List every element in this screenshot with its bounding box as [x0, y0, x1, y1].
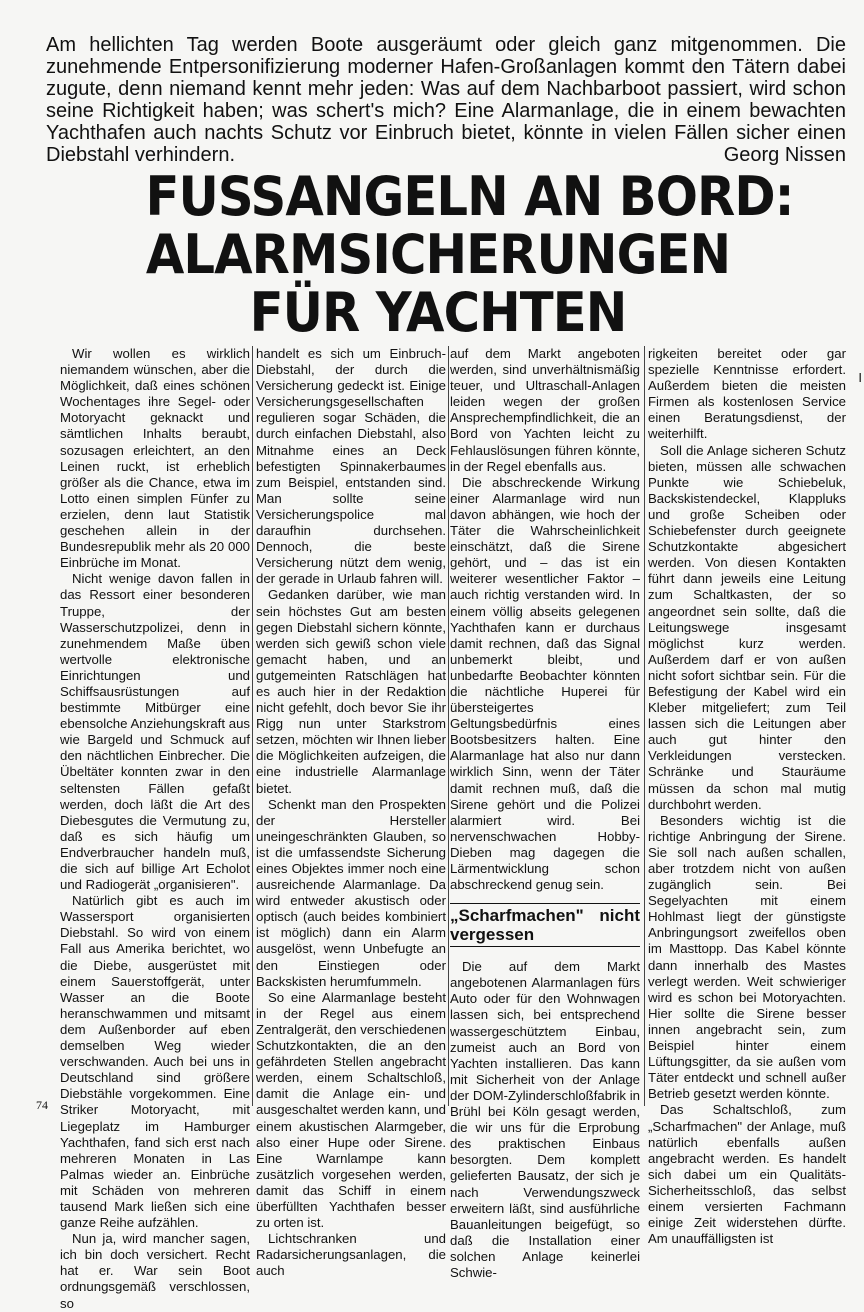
column-2 — [256, 346, 446, 1279]
paragraph: Lichtschranken und Radarsicherungsanlagen, die auch — [256, 1231, 446, 1279]
headline-line-1: FUSSANGELN AN BORD: — [145, 165, 794, 228]
article-columns — [60, 346, 860, 1311]
headline-line-2: ALARMSICHERUNGEN — [145, 223, 731, 286]
edge-marker: I — [858, 370, 862, 385]
paragraph: Das Schaltschloß, zum „Scharfmachen" der Anlage, muß natürlich ebenfalls außen angebracht werden. Es handelt sich dabei um ein Qualitäts-Sicherheitsschloß, das selbst einem versierten Fachmann einige Zeit widerstehen dürfte. Am unauffälligsten ist — [648, 1102, 846, 1247]
column-3 — [450, 346, 640, 1281]
column-divider — [252, 346, 253, 1106]
paragraph: handelt es sich um Einbruch-Diebstahl, der durch die Versicherung gedeckt ist. Einige Versicherungsgesellschaften regulieren sogar Schäden, die durch einfachen Diebstahl, also Mitnahme eines an Deck befestigten Spinnakerbaumes zum Beispiel, entstanden sind. Man sollte seine Versicherungspolice mal daraufhin durchsehen. Dennoch, die beste Versicherung nützt dem wenig, der gerade in Urlaub fahren will. — [256, 346, 446, 587]
paragraph: Besonders wichtig ist die richtige Anbringung der Sirene. Sie soll nach außen schallen, aber trotzdem nicht von außen zugänglich sein. Bei Segelyachten mit einem Hohlmast liegt der günstigste Anbringungsort zweifellos oben im Masttopp. Das Kabel könnte dann innerhalb des Mastes verlegt werden. Weit schwieriger wird es schon bei Motoryachten. Hier sollte die Sirene besser innen angebracht sein, zum Beispiel hinter einem Lüftungsgitter, da sie außen vom Täter entdeckt und schnell außer Betrieb gesetzt werden könnte. — [648, 812, 846, 1102]
paragraph: Soll die Anlage sicheren Schutz bieten, müssen alle schwachen Punkte wie Schiebeluk, Backskistendeckel, Klappluks und große Scheiben oder Schiebefenster durch geeignete Schutzkontakte abgesichert werden. Von diesen Kontakten führt dann jeweils eine Leitung zum Schaltkasten, der so angeordnet sein sollte, daß die Leitungswege insgesamt möglichst kurz werden. Außerdem darf er von außen nicht sofort sichtbar sein. Für die Befestigung der Kabel wird ein Kleber mitgeliefert; zum Teil lassen sich die Leitungen aber auch gut hinter den Verkleidungen verstecken. Schränke und Stauräume müssen da schon mal mutig durchbohrt werden. — [648, 442, 846, 812]
paragraph: Nicht wenige davon fallen in das Ressort einer besonderen Truppe, der Wasserschutzpolizei, denn in zunehmendem Maße üben wertvolle elektronische Einrichtungen und Schiffsausrüstungen auf bestimmte Mitbürger eine ebensolche Anziehungskraft aus wie Bargeld und Schmuck auf den nächtlichen Einbrecher. Die Übeltäter konnten zwar in den seltensten Fällen gefaßt werden, doch läßt die Art des Diebesgutes die Vermutung zu, daß es sich häufig um Endverbraucher handeln muß, die sich auf billige Art Echolot und Radiogerät „organisieren". — [60, 571, 250, 893]
column-divider — [644, 346, 645, 1106]
paragraph: Wir wollen es wirklich niemandem wünschen, aber die Möglichkeit, daß eines schönen Wochentages ihre Segel- oder Motoryacht geknackt und sämtlichen Inhalts beraubt, sozusagen erleichtert, an den Leinen ruckt, ist erheblich größer als die Chance, etwa im Lotto einen simplen Fünfer zu erzielen, denn laut Statistik geschehen allein in der Bundesrepublik mehr als 20 000 Einbrüche im Monat. — [60, 346, 250, 571]
intro-text: Am hellichten Tag werden Boote ausgeräumt oder gleich ganz mitgenommen. Die zunehmende Entpersonifizierung moderner Hafen-Großanlagen kommt den Tätern dabei zugute, denn niemand kennt mehr jeden: Was auf dem Nachbarboot passiert, wird schon seine Richtigkeit haben; was schert's mich? Eine Alarmanlage, die in einem bewachten Yachthafen auch nachts Schutz vor Einbruch bietet, könnte in vielen Fällen sicher einen Diebstahl verhindern. — [46, 34, 846, 166]
column-divider — [448, 346, 449, 1106]
paragraph: Die auf dem Markt angebotenen Alarmanlagen fürs Auto oder für den Wohnwagen lassen sich, bei entsprechend wassergeschütztem Einbau, zumeist auch an Bord von Yachten installieren. Das kann mit Sicherheit von der Anlage der DOM-Zylinderschloßfabrik in Brühl bei Köln gesagt werden, die wir uns für die Erprobung des praktischen Einbaus besorgten. Dem komplett gelieferten Bausatz, der sich je nach Verwendungszweck erweitern läßt, sind ausführliche Bauanleitungen beigefügt, so daß die Installation einer solchen Anlage keinerlei Schwie- — [450, 959, 640, 1280]
author-name: Georg Nissen — [723, 144, 846, 166]
headline-line-3: FÜR YACHTEN — [249, 281, 627, 344]
headline — [145, 165, 794, 344]
paragraph: rigkeiten bereitet oder gar spezielle Kenntnisse erfordert. Außerdem bieten die meisten Firmen als kostenlosen Service einen Beratungsdienst, der weiterhilft. — [648, 346, 846, 442]
column-1 — [60, 346, 250, 1312]
paragraph: Nun ja, wird mancher sagen, ich bin doch versichert. Recht hat er. War sein Boot ordnungsgemäß verschlossen, so — [60, 1231, 250, 1311]
paragraph: So eine Alarmanlage besteht in der Regel aus einem Zentralgerät, den verschiedenen Schutzkontakten, die an den gefährdeten Stellen angebracht werden, einem Schaltschloß, damit die Anlage ein- und ausgeschaltet werden kann, und einem akustischen Alarmgeber, also einer Hupe oder Sirene. Eine Warnlampe kann zusätzlich vorgesehen werden, damit das Schiff in einem überfüllten Yachthafen besser zu orten ist. — [256, 989, 446, 1231]
intro-block — [46, 34, 846, 166]
paragraph: auf dem Markt angeboten werden, sind unverhältnismäßig teuer, und Ultraschall-Anlagen leiden wegen der großen Ansprechempfindlichkeit, die an Bord von Yachten leicht zu Fehlauslösungen führen könnte, in der Regel ebenfalls aus. — [450, 346, 640, 474]
paragraph: Die abschreckende Wirkung einer Alarmanlage wird nun davon abhängen, wie hoch der Täter die Wahrscheinlichkeit einschätzt, daß die Sirene gehört, und – das ist ein weiterer wesentlicher Faktor – auch richtig verstanden wird. In einem völlig abseits gelegenen Yachthafen kann er durchaus damit rechnen, daß das Signal unbemerkt bleibt, und unbedarfte Beobachter könnten die nächtliche Huperei für übersteigertes Geltungsbedürfnis eines Bootsbesitzers halten. Eine Alarmanlage hat also nur dann wirklich Sinn, wenn der Täter damit rechnen muß, daß die Sirene gehört und die Polizei alarmiert wird. Bei nervenschwachen Hobby-Dieben mag dagegen die Lärmentwicklung schon abschreckend genug sein. — [450, 474, 640, 893]
paragraph: Natürlich gibt es auch im Wassersport organisierten Diebstahl. So wird von einem Fall aus Amerika berichtet, wo die Diebe, ausgerüstet mit einem Sauerstoffgerät, unter Wasser an die Boote heranschwammen und mitsamt dem Außenborder auf eben demselben Weg wieder verschwanden. Auch bei uns in Deutschland sind größere Diebstähle vorgekommen. Eine Striker Motoryacht, mit Liegeplatz im Hamburger Yachthafen, fand sich erst nach mehreren Monaten in Las Palmas wieder an. Einbrüche mit Schäden von mehreren tausend Mark ließen sich eine ganze Reihe aufzählen. — [60, 893, 250, 1231]
paragraph: Gedanken darüber, wie man sein höchstes Gut am besten gegen Diebstahl sichern könnte, werden sich gewiß schon viele gemacht haben, und an gutgemeinten Ratschlägen hat es auch hier in der Redaktion nicht gefehlt, doch bevor Sie ihr Rigg nun unter Starkstrom setzen, möchten wir Ihnen lieber die Möglichkeiten aufzeigen, die eine industrielle Alarmanlage bietet. — [256, 587, 446, 796]
column-4 — [648, 346, 846, 1247]
subheading: „Scharfmachen" nicht vergessen — [450, 903, 640, 947]
page-number: 74 — [36, 1098, 48, 1112]
paragraph: Schenkt man den Prospekten der Hersteller uneingeschränkten Glauben, so ist die umfassendste Sicherung eines Objektes immer noch eine ausreichende Alarmanlage. Da wird entweder akustisch oder optisch (auch beides kombiniert ist möglich) dann ein Alarm ausgelöst, wenn Unbefugte an den Einstiegen oder Backskisten herumfummeln. — [256, 796, 446, 989]
